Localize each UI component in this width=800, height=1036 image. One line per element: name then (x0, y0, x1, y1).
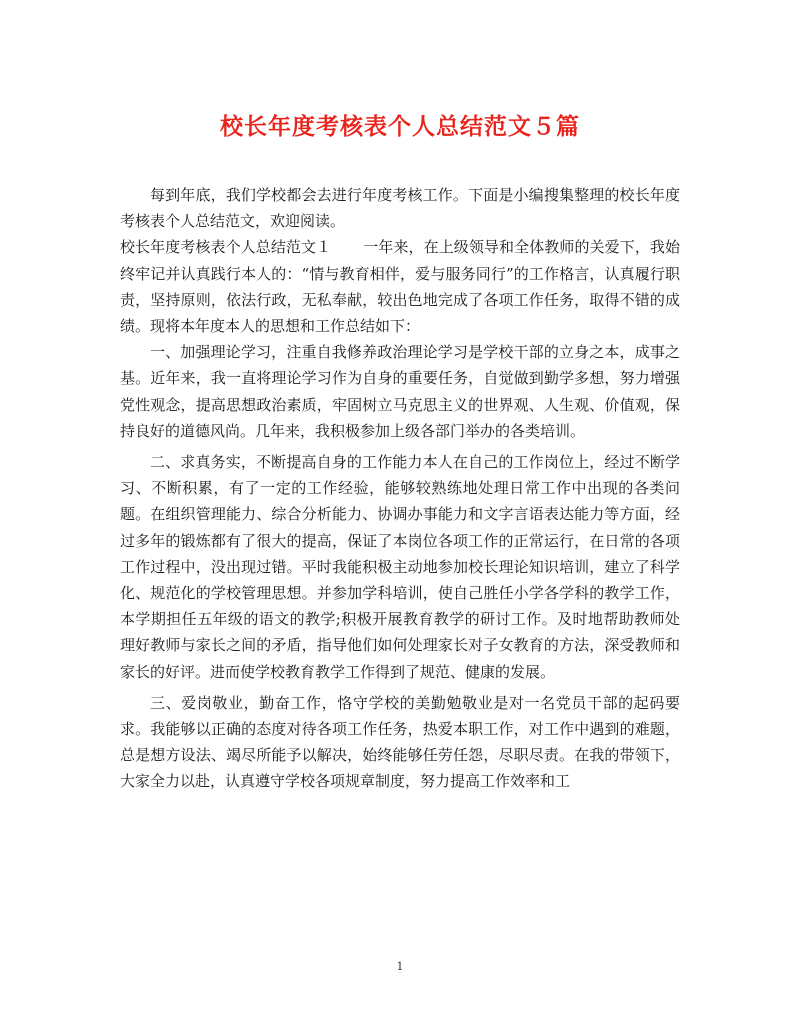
document-title: 校长年度考核表个人总结范文５篇 (220, 113, 580, 140)
body-paragraph-1: 一、加强理论学习，注重自我修养政治理论学习是学校干部的立身之本，成事之基。近年来，我一直将理论学习作为自身的重要任务，自觉做到勤学多想，努力增强党性观念，提高思想政治素质，牢固树立马克思主义的世界观、人生观、价值观，保持良好的道德风尚。几年来，我积极参加上级各部门举办的各类培训。 (120, 343, 680, 440)
section-paragraph (120, 234, 680, 339)
body-paragraph-3: 三、爱岗敬业，勤奋工作，恪守学校的美勤勉敬业是对一名党员干部的起码要求。我能够以正确的态度对待各项工作任务，热爱本职工作，对工作中遇到的难题，总是想方设法、竭尽所能予以解决，始终能够任劳任怨，尽职尽责。在我的带领下，大家全力以赴，认真遵守学校各项规章制度，努力提高工作效率和工 (120, 693, 680, 791)
document-body (120, 182, 680, 795)
section-label: 校长年度考核表个人总结范文１ (120, 238, 332, 257)
page-number: 1 (396, 960, 404, 973)
body-paragraph-2: 二、求真务实，不断提高自身的工作能力本人在自己的工作岗位上，经过不断学习、不断积累，有了一定的工作经验，能够较熟练地处理日常工作中出现的各类问题。在组织管理能力、综合分析能力、协调办事能力和文字言语表达能力等方面，经过多年的锻炼都有了很大的提高，保证了本岗位各项工作的正常运行，在日常的各项工作过程中，没出现过错。平时我能积极主动地参加校长理论知识培训，建立了科学化、规范化的学校管理思想。并参加学科培训，使自己胜任小学各学科的教学工作，本学期担任五年级的语文的教学;积极开展教育教学的研讨工作。及时地帮助教师处理好教师与家长之间的矛盾，指导他们如何处理家长对子女教育的方法，深受教师和家长的好评。进而使学校教育教学工作得到了规范、健康的发展。 (120, 453, 680, 681)
intro-paragraph: 每到年底，我们学校都会去进行年度考核工作。下面是小编搜集整理的校长年度考核表个人总结范文，欢迎阅读。 (120, 186, 680, 231)
section-intro-text: 一年来，在上级领导和全体教师的关爱下，我始终牢记并认真践行本人的：“情与教育相伴，爱与服务同行”的工作格言，认真履行职责，坚持原则，依法行政，无私奉献，较出色地完成了各项工作任务，取得不错的成绩。现将本年度本人的思想和工作总结如下： (120, 238, 680, 336)
